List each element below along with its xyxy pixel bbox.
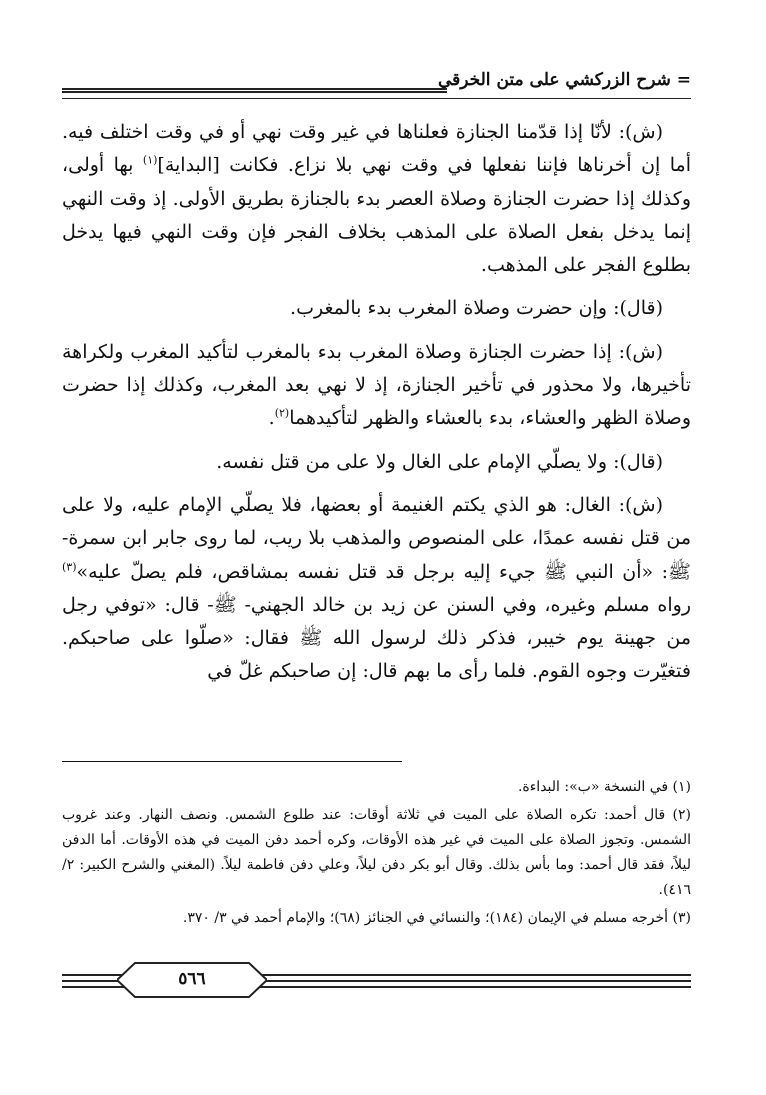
paragraph: (قال): وإن حضرت وصلاة المغرب بدء بالمغرب. — [290, 297, 663, 320]
header-double-rule — [62, 88, 447, 93]
running-header — [62, 64, 691, 102]
footnote-divider — [62, 761, 402, 762]
main-text — [62, 116, 691, 689]
footnote: (٣) أخرجه مسلم في الإيمان (١٨٤)؛ والنسائي في الجنائز (٦٨)؛ والإمام أحمد في ٣/ ٣٧٠. — [182, 910, 691, 926]
footnote-ref: (٣) — [62, 560, 77, 574]
paragraph: (ش): الغال: هو الذي يكتم الغنيمة أو بعضها، فلا يصلّي الإمام عليه، ولا على من قتل نفسه عمدًا، على المنصوص والمذهب بلا ريب، لما روى جابر ابن سمرة- ﷺ: «أن النبي ﷺ جيء إليه برجل قد قتل نفسه بمشاقص، فلم يصلّ عليه»$^{(٣)}$ رواه مسلم وغيره، وفي السنن عن زيد بن خالد الجهني- ﷺ- قال: «توفي رجل من جهينة يوم خيبر، فذكر ذلك لرسول الله ﷺ فقال: «صلّوا على صاحبكم. فتغيّرت وجوه القوم. فلما رأى ما بهم قال: إن صاحبكم غلّ في — [62, 493, 691, 683]
footnotes — [62, 775, 691, 934]
page-number-badge — [117, 960, 267, 1000]
footer-ornament — [62, 960, 691, 1000]
footnote-ref: (٢) — [274, 407, 290, 421]
paragraph: (ش): لأنّا إذا قدّمنا الجنازة فعلناها في غير وقت نهي أو في وقت اختلف فيه. أما إن أخرناها فإننا نفعلها في وقت نهي بلا نزاع. فكانت [البداية]$^{(١)}$ بها أولى، وكذلك إذا حضرت الجنازة وصلاة العصر بدء بالجنازة بطريق الأولى. إذ وقت النهي إنما يدخل بفعل الصلاة على المذهب بخلاف الفجر فإن وقت النهي فيها يدخل بطلوع الفجر على المذهب. — [62, 121, 691, 277]
page-number: ٥٦٦ — [178, 969, 206, 989]
running-header-title: = شرح الزركشي على متن الخرقي — [437, 70, 691, 90]
book-page — [62, 64, 691, 1095]
header-rule — [62, 98, 691, 99]
footnote-ref: (١) — [142, 153, 158, 167]
paragraph: (ش): إذا حضرت الجنازة وصلاة المغرب بدء بالمغرب لتأكيد المغرب ولكراهة تأخيرها، ولا محذور في تأخير الجنازة، إذ لا نهي بعد المغرب، وكذلك إذا حضرت وصلاة الظهر والعشاء، بدء بالعشاء والظهر لتأكيدهما$^{(٢)}$. — [62, 340, 691, 430]
paragraph: (قال): ولا يصلّي الإمام على الغال ولا على من قتل نفسه. — [216, 450, 663, 473]
footnote: (٢) قال أحمد: تكره الصلاة على الميت في ثلاثة أوقات: عند طلوع الشمس. ونصف النهار. وعند غروب الشمس. وتجوز الصلاة على الميت في غير هذه الأوقات، وكره أحمد دفن الميت في هذه الأوقات. أما الدفن ليلاً، فقد قال أحمد: وما بأس بذلك. وقال أبو بكر دفن ليلاً، وعلي دفن فاطمة ليلاً. (المغني والشرح الكبير: ٢/ ٤١٦). — [62, 807, 691, 898]
footnote: (١) في النسخة «ب»: البداءة. — [517, 779, 691, 795]
